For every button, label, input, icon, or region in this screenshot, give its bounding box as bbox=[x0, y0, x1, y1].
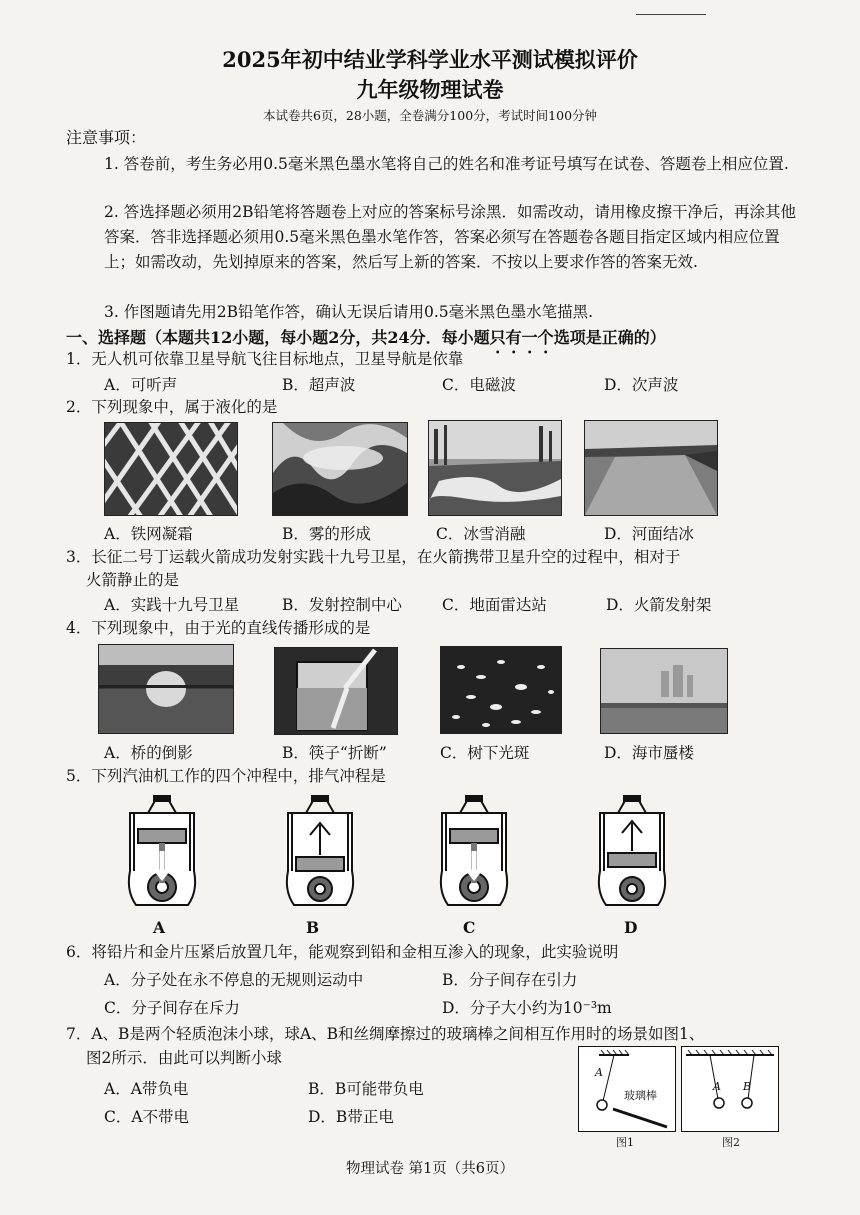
q4-stem: 4．下列现象中，由于光的直线传播形成的是 bbox=[66, 619, 371, 637]
q3-option-d: D．火箭发射架 bbox=[606, 596, 712, 614]
figure-2 bbox=[681, 1046, 779, 1132]
q7-option-b: B．B可能带负电 bbox=[308, 1080, 424, 1098]
engine-diagram-c bbox=[436, 795, 512, 919]
fig1-rod-label: 玻璃棒 bbox=[624, 1089, 657, 1102]
figure-1-caption: 图1 bbox=[616, 1136, 634, 1149]
chopstick-photo bbox=[274, 647, 398, 735]
engine-label-d: D bbox=[624, 918, 638, 937]
q4-option-a: A．桥的倒影 bbox=[104, 744, 193, 762]
figure-2-caption: 图2 bbox=[722, 1136, 740, 1149]
top-rule bbox=[636, 14, 706, 15]
q1-option-b: B．超声波 bbox=[282, 376, 356, 394]
q2-option-c: C．冰雪消融 bbox=[436, 525, 526, 543]
q7-stem-cont: 图2所示．由此可以判断小球 bbox=[86, 1049, 282, 1067]
fog-photo bbox=[272, 422, 408, 516]
exam-info: 本试卷共6页，28小题，全卷满分100分，考试时间100分钟 bbox=[262, 108, 598, 123]
q2-stem: 2．下列现象中，属于液化的是 bbox=[66, 398, 278, 416]
notice-item-3: 3. 作图题请先用2B铅笔作答，确认无误后请用0.5毫米黑色墨水笔描黑. bbox=[104, 303, 594, 321]
q2-option-b: B．雾的形成 bbox=[282, 525, 371, 543]
q2-option-a: A．铁网凝霜 bbox=[104, 525, 193, 543]
engine-diagram-d bbox=[594, 795, 670, 919]
q7-option-a: A．A带负电 bbox=[104, 1080, 189, 1098]
tree-light-spots-photo bbox=[440, 646, 562, 734]
notice-item-1: 1. 答卷前，考生务必用0.5毫米黑色墨水笔将自己的姓名和准考证号填写在试卷、答题卷上相应位置. bbox=[104, 155, 789, 173]
q1-option-a: A．可听声 bbox=[104, 376, 178, 394]
engine-label-c: C bbox=[463, 918, 476, 937]
notice-heading: 注意事项： bbox=[66, 128, 147, 147]
q7-option-c: C．A不带电 bbox=[104, 1108, 190, 1126]
section-heading-emphasis: 只有一个 bbox=[489, 328, 554, 347]
q7-option-d: D．B带正电 bbox=[308, 1108, 394, 1126]
q6-stem: 6．将铅片和金片压紧后放置几年，能观察到铅和金相互渗入的现象，此实验说明 bbox=[66, 943, 619, 961]
q7-stem: 7．A、B是两个轻质泡沫小球，球A、B和丝绸摩擦过的玻璃棒之间相互作用时的场景如图1、 bbox=[66, 1025, 705, 1043]
fig2-ball-a-label: A bbox=[713, 1080, 721, 1093]
q5-stem: 5．下列汽油机工作的四个冲程中，排气冲程是 bbox=[66, 767, 386, 785]
frost-net-photo bbox=[104, 422, 238, 516]
fig2-ball-b-label: B bbox=[743, 1080, 752, 1093]
section-heading-suffix: 选项是正确的） bbox=[553, 328, 666, 347]
frozen-river-photo bbox=[584, 420, 718, 516]
q6-option-a: A．分子处在永不停息的无规则运动中 bbox=[104, 971, 364, 989]
q2-option-d: D．河面结冰 bbox=[604, 525, 694, 543]
exam-title: 2025年初中结业学科学业水平测试模拟评价 bbox=[222, 47, 638, 72]
fig1-ball-label: A bbox=[595, 1066, 603, 1079]
q6-option-c: C．分子间存在斥力 bbox=[104, 999, 240, 1017]
section-heading-prefix: 一、选择题（本题共12小题，每小题2分，共24分．每小题 bbox=[66, 328, 490, 347]
engine-diagram-b bbox=[282, 795, 358, 919]
page-footer: 物理试卷 第1页（共6页） bbox=[345, 1161, 515, 1177]
q4-option-d: D．海市蜃楼 bbox=[604, 744, 694, 762]
engine-label-a: A bbox=[153, 918, 166, 937]
melting-snow-photo bbox=[428, 420, 562, 516]
q3-stem: 3．长征二号丁运载火箭成功发射实践十九号卫星，在火箭携带卫星升空的过程中，相对于 bbox=[66, 548, 681, 566]
bridge-reflection-photo bbox=[98, 644, 234, 734]
engine-label-b: B bbox=[306, 918, 320, 937]
q4-option-b: B．筷子“折断” bbox=[282, 744, 387, 762]
q1-option-d: D．次声波 bbox=[604, 376, 679, 394]
q3-option-a: A．实践十九号卫星 bbox=[104, 596, 240, 614]
engine-diagram-a bbox=[124, 795, 200, 919]
q3-option-c: C．地面雷达站 bbox=[442, 596, 547, 614]
q3-option-b: B．发射控制中心 bbox=[282, 596, 402, 614]
q1-option-c: C．电磁波 bbox=[442, 376, 516, 394]
q1-stem: 1．无人机可依靠卫星导航飞往目标地点，卫星导航是依靠 bbox=[66, 350, 464, 368]
mirage-photo bbox=[600, 648, 728, 734]
q3-stem-cont: 火箭静止的是 bbox=[86, 571, 180, 589]
notice-item-2: 2. 答选择题必须用2B铅笔将答题卷上对应的答案标号涂黑．如需改动，请用橡皮擦干净后，再涂其他答案．答非选择题必须用0.5毫米黑色墨水笔作答，答案必须写在答题卷各题目指定区域内相应位置上；如需改动，先划掉原来的答案，然后写上新的答案．不按以上要求作答的答案无效. bbox=[104, 203, 796, 271]
q6-option-b: B．分子间存在引力 bbox=[442, 971, 578, 989]
q4-option-c: C．树下光斑 bbox=[440, 744, 530, 762]
q6-option-d: D．分子大小约为10⁻³m bbox=[442, 999, 612, 1017]
exam-subtitle: 九年级物理试卷 bbox=[356, 77, 504, 102]
